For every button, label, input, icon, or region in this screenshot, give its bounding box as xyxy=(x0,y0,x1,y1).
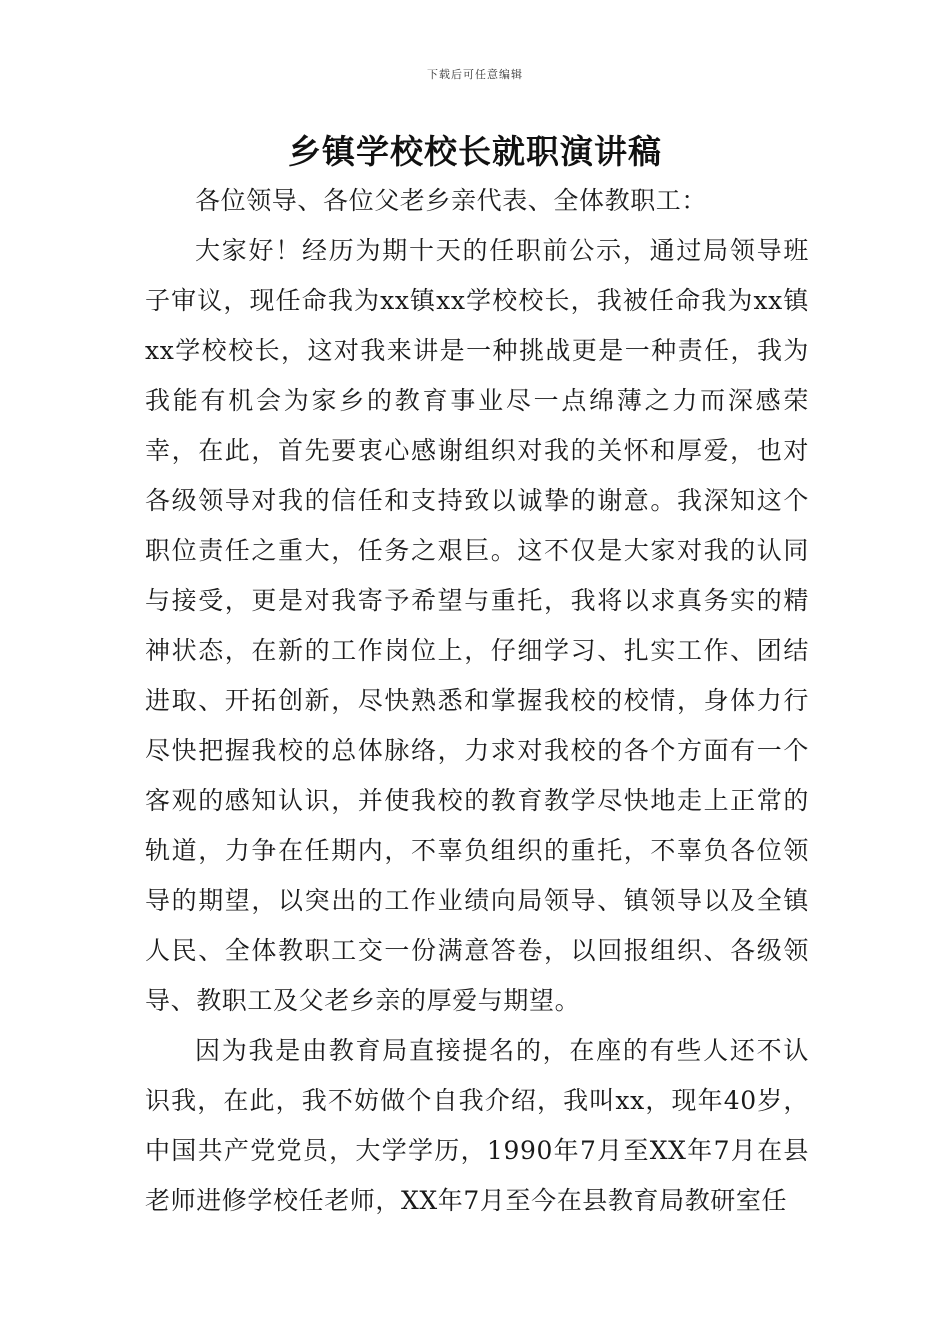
body-paragraph: 因为我是由教育局直接提名的，在座的有些人还不认识我，在此，我不妨做个自我介绍，我叫xx，现年40岁，中国共产党党员，大学学历，1990年7月至XX年7月在县老师进修学校任老师，XX年7月至今在县教育局教研室任 xyxy=(145,1036,809,1215)
body-paragraph: 大家好！经历为期十天的任职前公示，通过局领导班子审议，现任命我为xx镇xx学校校长，我被任命我为xx镇xx学校校长，这对我来讲是一种挑战更是一种责任，我为我能有机会为家乡的教育事业尽一点绵薄之力而深感荣幸，在此，首先要衷心感谢组织对我的关怀和厚爱，也对各级领导对我的信任和支持致以诚挚的谢意。我深知这个职位责任之重大，任务之艰巨。这不仅是大家对我的认同与接受，更是对我寄予希望与重托，我将以求真务实的精神状态，在新的工作岗位上，仔细学习、扎实工作、团结进取、开拓创新，尽快熟悉和掌握我校的校情，身体力行尽快把握我校的总体脉络，力求对我校的各个方面有一个客观的感知认识，并使我校的教育教学尽快地走上正常的轨道，力争在任期内，不辜负组织的重托，不辜负各位领导的期望，以突出的工作业绩向局领导、镇领导以及全镇人民、全体教职工交一份满意答卷，以回报组织、各级领导、教职工及父老乡亲的厚爱与期望。 xyxy=(145,236,809,1015)
document-body xyxy=(145,176,809,1226)
header-note: 下载后可任意编辑 xyxy=(427,68,523,81)
salutation-paragraph: 各位领导、各位父老乡亲代表、全体教职工： xyxy=(195,186,708,215)
document-title: 乡镇学校校长就职演讲稿 xyxy=(288,132,662,171)
